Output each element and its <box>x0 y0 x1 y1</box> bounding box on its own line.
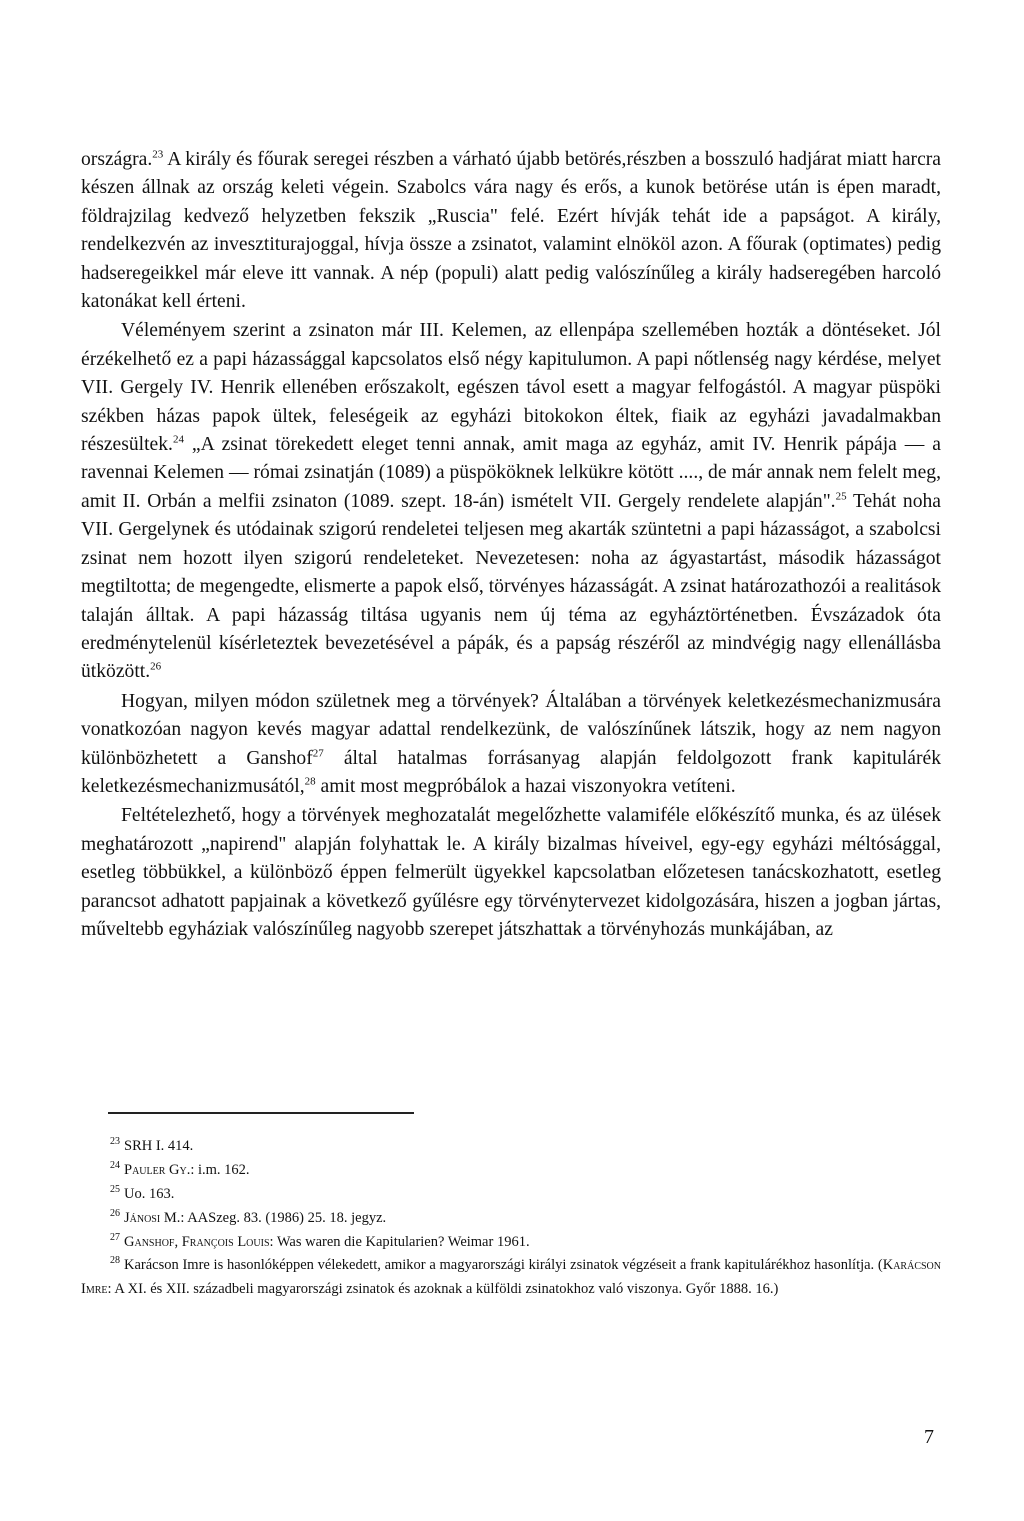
footnote-24 <box>81 1158 941 1182</box>
text-run: amit most megpróbálok a hazai viszonyokra vetíteni. <box>315 775 736 797</box>
footnote-number: 28 <box>110 1255 120 1267</box>
footnote-text: : AASzeg. 83. (1986) 25. 18. jegyz. <box>180 1210 387 1226</box>
footnote-28 <box>81 1254 941 1301</box>
paragraph-3 <box>81 688 941 802</box>
footnote-ref[interactable]: 28 <box>304 775 316 788</box>
footnote-text: : A XI. és XII. századbeli magyarországi zsinatok és azoknak a külföldi zsinatokhoz való viszonya. Győr 1888. 16.) <box>107 1280 779 1297</box>
footnotes <box>81 1134 941 1301</box>
footnote-author: Pauler Gy. <box>124 1162 191 1178</box>
footnote-26 <box>81 1206 941 1230</box>
footnote-author: Jánosi M. <box>124 1210 181 1226</box>
text-run: Tehát noha VII. Gergelynek és utódainak szigorú rendeletei teljesen meg akarták szüntetni a papi házasságot, a szabolcsi zsinat nem hozott ilyen szigorú rendeleteket. Nevezetesen: noha az ágyastartást, második házasságot megtiltotta; de megengedte, elismerte a papok első, törvényes házasságát. A zsinat határozathozói a realitások talaján álltak. A papi házasság tiltása ugyanis nem új téma az egyháztörténetben. Évszázadok óta eredménytelenül kísérleteztek bevezetésével a pápák, és a papság részéről az mindvégig nagy ellenállásba ütközött. <box>81 490 942 683</box>
footnote-number: 25 <box>110 1184 120 1196</box>
text-run: által hatalmas forrásanyag alapján feldolgozott frank kapitulárék keletkezésmechanizmusától, <box>81 747 941 797</box>
paragraph-1 <box>81 146 941 316</box>
footnote-ref[interactable]: 23 <box>152 148 164 161</box>
footnote-25 <box>81 1182 941 1206</box>
footnote-text: Uo. 163. <box>124 1186 175 1202</box>
text-run: A király és főurak seregei részben a várható újabb betörés,részben a bosszuló hadjárat miatt harcra készen állnak az ország keleti végein. Szabolcs vára nagy és erős, a kunok betörése után is épen maradt, földrajzilag kedvező helyzetben fekszik „Ruscia" felé. Ezért hívják tehát ide a papságot. A király, rendelkezvén az invesztiturajoggal, hívja össze a zsinatot, valamint elnököl azon. A főurak (optimates) pedig hadseregeikkel már eleve itt vannak. A nép (populi) alatt pedig valószínűleg a király hadseregében harcoló katonákat kell érteni. <box>81 149 941 313</box>
paragraph-2 <box>81 317 941 686</box>
text-run: Véleményem szerint a zsinaton már III. Kelemen, az ellenpápa szellemében hozták a döntéseket. Jól érzékelhető ez a papi házassággal kapcsolatos első négy kapitulumon. A papi nőtlenség nagy kérdése, melyet VII. Gergely IV. Henrik ellenében erőszakolt, egészen távol esett a magyar felfogástól. A magyar püspöki székben házas papok ültek, feleségeik az egyházi bitokokon éltek, fiaik az egyházi javadalmakban részesültek. <box>81 320 941 456</box>
footnote-ref[interactable]: 25 <box>835 490 847 503</box>
footnote-text: : Was waren die Kapitularien? Weimar 1961. <box>269 1234 530 1250</box>
footnote-23 <box>81 1134 941 1158</box>
footnote-author: Karácson Imre <box>81 1257 941 1297</box>
footnote-number: 24 <box>110 1160 120 1172</box>
footnote-ref[interactable]: 27 <box>312 747 324 759</box>
footnote-author: Ganshof, François Louis <box>124 1234 270 1250</box>
footnote-number: 27 <box>110 1232 120 1244</box>
footnote-separator <box>108 1112 414 1114</box>
footnote-ref[interactable]: 24 <box>172 433 184 446</box>
footnote-ref[interactable]: 26 <box>150 660 162 673</box>
text-run: Hogyan, milyen módon születnek meg a törvények? Általában a törvények keletkezésmechanizmusára vonatkozóan nagyon kevés magyar adattal rendelkezünk, de valószínűnek látszik, hogy az nem nagyon különbözhetett a Ganshof <box>81 690 941 769</box>
footnote-number: 26 <box>110 1208 120 1220</box>
footnote-number: 23 <box>110 1136 120 1148</box>
page-number: 7 <box>924 1426 934 1448</box>
text-run: Feltételezhető, hogy a törvények meghozatalát megelőzhette valamiféle előkészítő munka, és az ülések meghatározott „napirend" alapján folyhattak le. A király bizalmas híveivel, egy-egy egyházi méltósággal, esetleg többükkel, a különböző éppen felmerült ügyekkel kapcsolatban előzetesen tanácskozhatott, esetleg parancsot adhatott papjainak a következő gyűlésre egy törvénytervezet kidolgozására, hiszen a jogban jártas, műveltebb egyháziak valószínűleg nagyobb szerepet játszhattak a törvényhozás munkájában, az <box>81 805 941 940</box>
footnote-text: Karácson Imre is hasonlóképpen vélekedett, amikor a magyarországi királyi zsinatok végzéseit a frank kapitulárékhoz hasonlítja. ( <box>124 1257 883 1273</box>
footnote-text: SRH I. 414. <box>124 1138 194 1154</box>
main-text <box>81 146 941 944</box>
text-run: „A zsinat törekedett eleget tenni annak, amit maga az egyház, amit IV. Henrik pápája — a ravennai Kelemen — római zsinatján (1089) a püspököknek lelkükre kötött ...., de már annak nem felelt meg, amit II. Orbán a melfii zsinaton (1089. szept. 18-án) ismételt VII. Gergely rendelete alapján". <box>81 434 941 512</box>
footnote-text: : i.m. 162. <box>190 1162 250 1178</box>
text-run: országra. <box>81 149 153 170</box>
footnote-27 <box>81 1230 941 1254</box>
paragraph-4 <box>81 802 941 944</box>
